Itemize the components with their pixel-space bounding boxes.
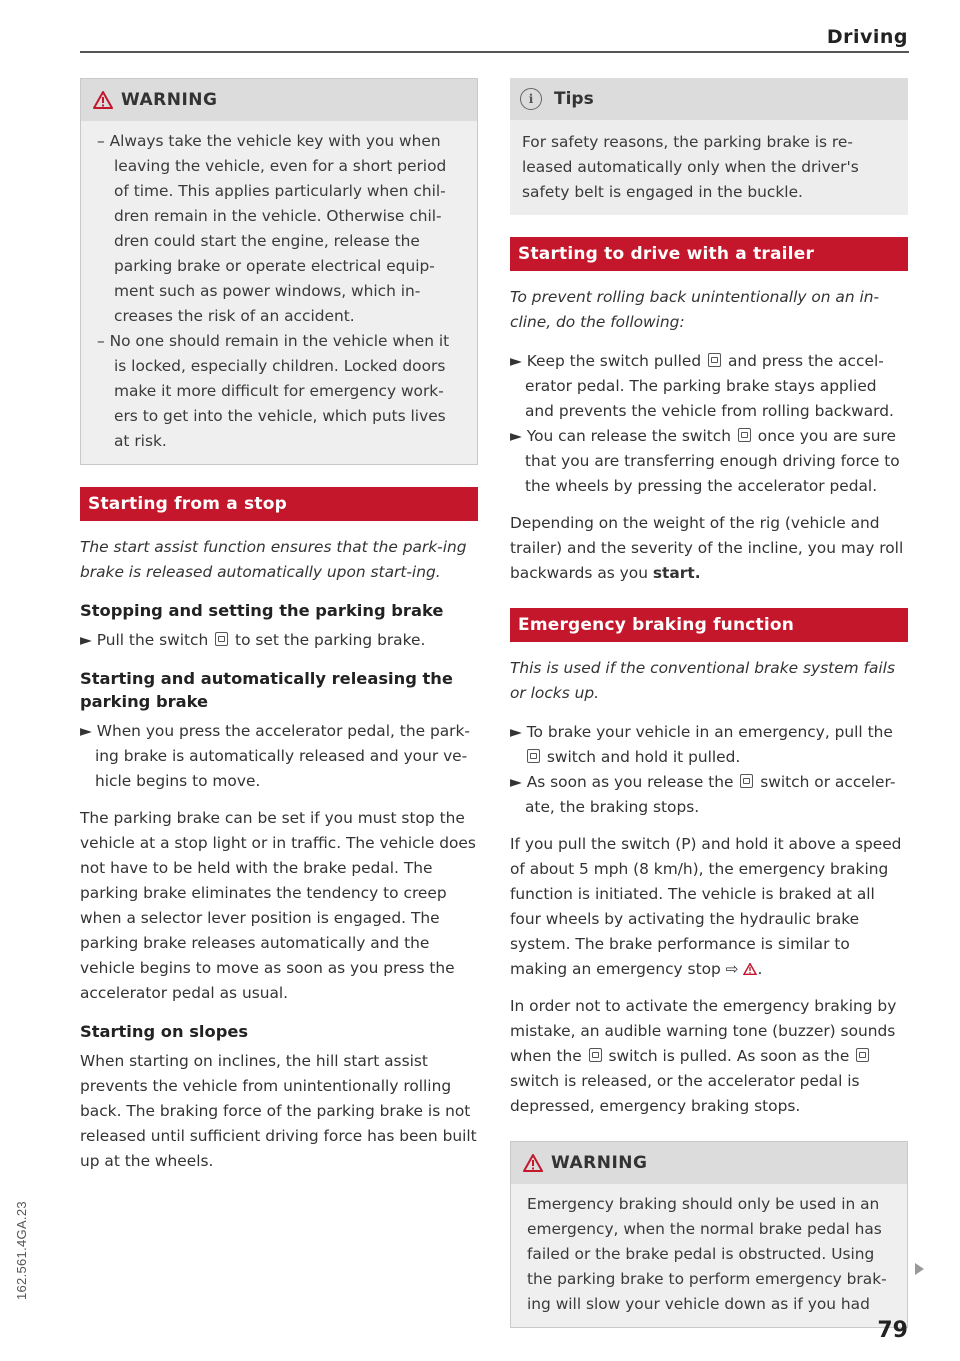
section-intro: To prevent rolling back unintentionally on an in-cline, do the following: [510,288,880,331]
right-column [510,78,908,1328]
parking-brake-switch-icon [527,749,540,763]
paragraph-emphasis: start. [652,564,701,582]
step-text: switch or acceler-ate, the braking stops. [525,773,896,816]
instruction-step: ► When you press the accelerator pedal, the park-ing brake is automatically released and your ve-hicle begins to move. [80,722,470,790]
parking-brake-switch-icon [589,1048,602,1062]
paragraph-text: Depending on the weight of the rig (vehicle and trailer) and the severity of the incline, you may roll backwards as you [510,514,904,582]
step-text: ► You can release the switch [510,427,731,445]
step-text: ► Pull the switch [80,631,209,649]
section-heading-emergency-braking: Emergency braking function [510,608,908,642]
step-text: once you are sure that you are transferring enough driving force to the wheels by pressing the accelerator pedal. [525,427,900,495]
header-rule [80,51,909,53]
instruction-step [510,349,908,424]
step-text: switch and hold it pulled. [546,748,741,766]
warning-header [511,1142,907,1184]
parking-brake-switch-icon [856,1048,869,1062]
warning-item: – No one should remain in the vehicle when it is locked, especially children. Locked doors make it more difficult for emergency work-ers to get into the vehicle, which puts lives at risk. [97,332,450,450]
body-paragraph: If you pull the switch (P) and hold it above a speed of about 5 mph (8 km/h), the emergency braking function is initiated. The vehicle is braked at all four wheels by activating the hydraulic brake system. The brake performance is similar to making an emergency stop ⇨ . [510,835,902,978]
paragraph-text: If you pull the switch [510,835,671,853]
left-column [80,78,478,1174]
warning-triangle-icon [743,963,757,975]
paragraph-text: and hold it above a speed of about 5 mph (8 km/h), the emergency braking function is initiated. The vehicle is braked at all four wheels by activating the hydraulic brake system. The brake performance is similar to making an emergency stop ⇨ [510,835,902,978]
instruction-step [510,770,908,820]
warning-box [510,1141,908,1328]
parking-brake-switch-icon [215,632,228,646]
parking-brake-switch-icon [738,428,751,442]
step-text: and press the accel-erator pedal. The parking brake stays applied and prevents the vehicle from rolling backward. [525,352,894,420]
section-heading-starting-from-stop: Starting from a stop [80,487,478,521]
body-paragraph [510,994,908,1119]
tips-header [510,78,908,120]
page-number: 79 [877,1318,908,1343]
document-code: 162.561.4GA.23 [14,1201,29,1300]
section-heading-trailer: Starting to drive with a trailer [510,237,908,271]
step-text: ► To brake your vehicle in an emergency, pull the [510,723,893,741]
instruction-step [510,424,908,499]
parking-brake-symbol: (P) [675,835,697,853]
body-paragraph [510,511,908,586]
paragraph-text: In order not to activate the emergency braking by mistake, an audible warning tone (buzzer) sounds when the [510,997,897,1065]
step-text: ► Keep the switch pulled [510,352,702,370]
instruction-step [510,720,908,770]
warning-body: Emergency braking should only be used in an emergency, when the normal brake pedal has failed or the brake pedal is obstructed. Using the parking brake to perform emergency brak-ing will slow your vehicle down as if you had [511,1184,907,1327]
subheading-stopping: Stopping and setting the parking brake [80,601,444,620]
parking-brake-switch-icon [740,774,753,788]
instruction-step [80,628,478,653]
body-paragraph: The parking brake can be set if you must stop the vehicle at a stop light or in traffic. The vehicle does not have to be held with the brake pedal. The parking brake eliminates the tendency to creep when a selector lever position is engaged. The parking brake releases automatically and the vehicle begins to move as soon as you press the accelerator pedal as usual. [80,809,476,1002]
body-paragraph: When starting on inclines, the hill start assist prevents the vehicle from unintentionally rolling back. The braking force of the parking brake is not released until sufficient driving force has been built up at the wheels. [80,1052,477,1170]
warning-body [81,121,477,464]
section-intro: The start assist function ensures that the park-ing brake is released automatically upon start-ing. [80,538,467,581]
paragraph-text: switch is pulled. As soon as the [608,1047,850,1065]
section-intro: This is used if the conventional brake system fails or locks up. [510,659,895,702]
warning-triangle-icon [523,1154,543,1172]
warning-label: WARNING [551,1153,648,1173]
tips-label: Tips [554,89,594,109]
step-text: to set the parking brake. [235,631,426,649]
warning-item: – Always take the vehicle key with you when leaving the vehicle, even for a short period of time. This applies particularly when chil-dren remain in the vehicle. Otherwise chil-dren could start the engine, release the parking brake or operate electrical equip-ment such as power windows, which in-creases the risk of an accident. [97,132,447,325]
warning-box [80,78,478,465]
warning-triangle-icon [93,91,113,109]
continued-arrow-icon [915,1263,924,1275]
step-text: ► As soon as you release the [510,773,734,791]
tips-text: For safety reasons, the parking brake is re-leased automatically only when the driver's safety belt is engaged in the buckle. [522,133,859,201]
paragraph-text: switch is released, or the accelerator pedal is depressed, emergency braking stops. [510,1072,860,1115]
parking-brake-switch-icon [708,353,721,367]
subheading-auto-release: Starting and automatically releasing the parking brake [80,669,453,711]
info-icon: i [520,88,542,110]
warning-label: WARNING [121,90,218,110]
warning-header [81,79,477,121]
tips-box [510,78,908,215]
running-header: Driving [826,26,908,48]
subheading-slopes: Starting on slopes [80,1022,249,1041]
